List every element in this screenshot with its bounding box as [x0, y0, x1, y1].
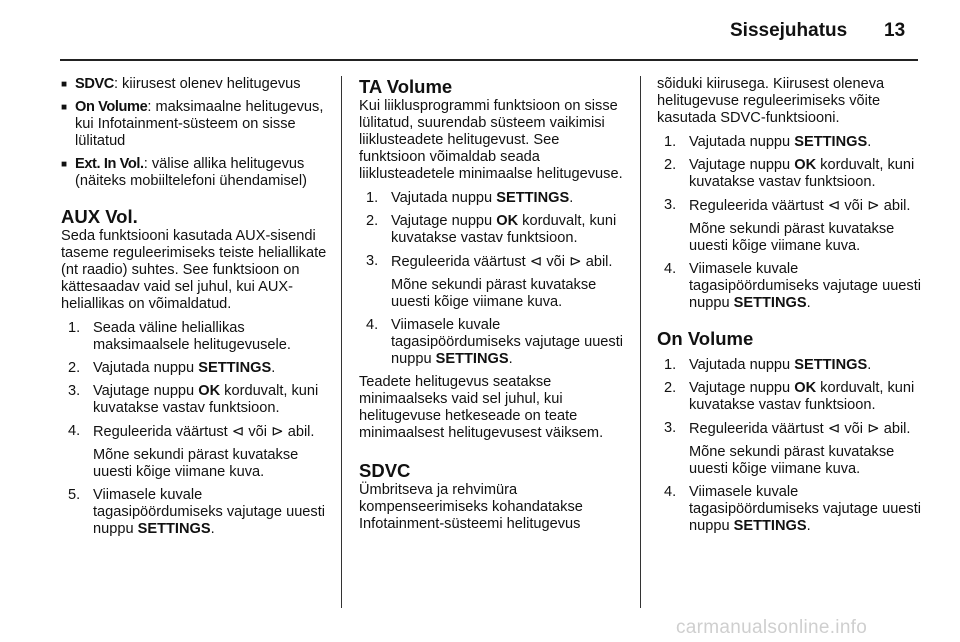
step-number: 2.	[366, 213, 379, 229]
square-bullet-icon: ■	[61, 79, 68, 90]
step-number: 3.	[68, 383, 81, 399]
list-item	[68, 320, 329, 354]
page-header	[0, 0, 960, 60]
step-text: .	[569, 190, 574, 206]
step-number: 4.	[366, 317, 379, 333]
button-name: SETTINGS	[137, 521, 211, 537]
step-number: 3.	[366, 253, 379, 269]
button-name: OK	[496, 213, 519, 229]
left-triangle-arrow-icon: ⊲	[827, 197, 841, 214]
step-text: .	[806, 295, 811, 311]
step-text: .	[508, 351, 513, 367]
paragraph: Seda funktsiooni kasutada AUX-sisendi taseme reguleerimiseks teiste heliallikate (nt raadio) suhtes. See funktsioon on kättesaadav vaid sel juhul, kui AUX-heliallikas on võimaldatud.	[61, 228, 327, 312]
button-name: SETTINGS	[794, 357, 868, 373]
section-heading: On Volume	[657, 328, 754, 349]
list-item	[366, 190, 627, 207]
step-number: 1.	[68, 320, 81, 336]
button-name: OK	[794, 157, 817, 173]
section-heading: AUX Vol.	[61, 206, 138, 227]
term: Ext. In Vol.	[75, 156, 144, 172]
step-note: Mõne sekundi pärast kuvatakse uuesti kõige viimane kuva.	[689, 444, 895, 477]
steps-list	[359, 190, 627, 368]
right-triangle-arrow-icon: ⊳	[867, 420, 880, 437]
step-text: .	[867, 134, 872, 150]
list-item	[664, 484, 925, 535]
step-text: Reguleerida väärtust	[689, 198, 828, 214]
step-text: .	[210, 521, 215, 537]
step-number: 2.	[664, 157, 677, 173]
list-item	[68, 360, 329, 377]
definition: : välise allika helitugevus (näiteks mobiiltelefoni ühendamisel)	[75, 156, 307, 189]
step-text: Viimasele kuvale tagasipöördumiseks vajutage uuesti nuppu	[93, 487, 326, 537]
step-text: Vajutage nuppu	[391, 213, 497, 229]
column-2	[359, 76, 627, 533]
step-text: Vajutada nuppu	[689, 134, 795, 150]
paragraph: Teadete helitugevus seatakse minimaalseks vaid sel juhul, kui helitugevuse hetkeseade on teate minimaalsest helitugevusest väiksem.	[359, 374, 604, 441]
column-divider	[341, 76, 342, 608]
button-name: OK	[794, 380, 817, 396]
step-text: Vajutada nuppu	[391, 190, 497, 206]
paragraph: Ümbritseva ja rehvimüra kompenseerimiseks kohandatakse Infotainment-süsteemi helitugevus	[359, 482, 583, 532]
button-name: SETTINGS	[733, 295, 807, 311]
step-text: korduvalt, kuni kuvatakse vastav funktsioon.	[93, 383, 319, 416]
page-number: 13	[884, 20, 906, 41]
step-text: Reguleerida väärtust	[689, 421, 828, 437]
step-text: või	[244, 424, 272, 440]
column-3	[657, 76, 925, 541]
definition: : kiirusest olenev helitugevus	[113, 76, 301, 92]
step-number: 4.	[664, 261, 677, 277]
left-triangle-arrow-icon: ⊲	[231, 423, 245, 440]
left-triangle-arrow-icon: ⊲	[827, 420, 841, 437]
step-text: või	[840, 198, 868, 214]
square-bullet-icon: ■	[61, 159, 68, 170]
definition: : maksimaalne helitugevus, kui Infotainment-süsteem on sisse lülitatud	[75, 99, 324, 149]
term: SDVC	[75, 76, 114, 92]
list-item	[664, 261, 925, 312]
term: On Volume	[75, 99, 148, 115]
step-text: .	[806, 518, 811, 534]
step-text: Reguleerida väärtust	[391, 254, 530, 270]
step-number: 2.	[68, 360, 81, 376]
column-1	[61, 76, 329, 544]
step-text: või	[840, 421, 868, 437]
list-item	[664, 420, 925, 478]
list-item	[61, 99, 329, 150]
step-number: 1.	[664, 357, 677, 373]
step-note: Mõne sekundi pärast kuvatakse uuesti kõige viimane kuva.	[391, 277, 597, 310]
list-item	[61, 76, 329, 93]
button-name: SETTINGS	[496, 190, 570, 206]
list-item	[664, 357, 925, 374]
step-number: 3.	[664, 420, 677, 436]
section-heading: SDVC	[359, 460, 411, 481]
list-item	[366, 213, 627, 247]
button-name: OK	[198, 383, 221, 399]
list-item	[664, 197, 925, 255]
step-number: 3.	[664, 197, 677, 213]
step-text: Reguleerida väärtust	[93, 424, 232, 440]
button-name: SETTINGS	[733, 518, 807, 534]
step-text: .	[271, 360, 276, 376]
button-name: SETTINGS	[794, 134, 868, 150]
right-triangle-arrow-icon: ⊳	[569, 253, 582, 270]
step-number: 2.	[664, 380, 677, 396]
step-number: 1.	[664, 134, 677, 150]
step-note: Mõne sekundi pärast kuvatakse uuesti kõige viimane kuva.	[689, 221, 895, 254]
step-number: 1.	[366, 190, 379, 206]
list-item	[68, 487, 329, 538]
paragraph: Kui liiklusprogrammi funktsioon on sisse lülitatud, suurendab süsteem vaikimisi liiklusteadete helitugevust. See funktsioon võimaldab seada liiklusteadetele minimaalse helitugevuse.	[359, 98, 623, 182]
right-triangle-arrow-icon: ⊳	[867, 197, 880, 214]
step-text: Vajutage nuppu	[93, 383, 199, 399]
step-number: 4.	[68, 423, 81, 439]
step-text: .	[867, 357, 872, 373]
right-triangle-arrow-icon: ⊳	[271, 423, 284, 440]
header-rule	[60, 59, 918, 61]
paragraph: sõiduki kiirusega. Kiirusest oleneva helitugevuse reguleerimiseks võite kasutada SDVC-funktsiooni.	[657, 76, 885, 126]
step-text: korduvalt, kuni kuvatakse vastav funktsioon.	[391, 213, 617, 246]
button-name: SETTINGS	[198, 360, 272, 376]
page-title: Sissejuhatus	[730, 20, 848, 41]
step-text: Viimasele kuvale tagasipöördumiseks vajutage uuesti nuppu	[689, 261, 922, 311]
list-item	[366, 317, 627, 368]
watermark: carmanualsonline.info	[676, 617, 868, 638]
list-item	[68, 383, 329, 417]
list-item	[68, 423, 329, 481]
step-text: korduvalt, kuni kuvatakse vastav funktsioon.	[689, 157, 915, 190]
step-text: Vajutada nuppu	[689, 357, 795, 373]
list-item	[664, 380, 925, 414]
steps-list	[657, 134, 925, 312]
step-text: Vajutage nuppu	[689, 157, 795, 173]
step-text: või	[542, 254, 570, 270]
step-text: Vajutada nuppu	[93, 360, 199, 376]
step-number: 5.	[68, 487, 81, 503]
list-item	[664, 157, 925, 191]
steps-list	[61, 320, 329, 538]
step-text: abil.	[581, 254, 613, 270]
step-text: abil.	[879, 421, 911, 437]
step-text: abil.	[879, 198, 911, 214]
square-bullet-icon: ■	[61, 102, 68, 113]
section-heading: TA Volume	[359, 76, 453, 97]
steps-list	[657, 357, 925, 535]
step-note: Mõne sekundi pärast kuvatakse uuesti kõige viimane kuva.	[93, 447, 299, 480]
list-item	[664, 134, 925, 151]
button-name: SETTINGS	[435, 351, 509, 367]
step-text: Viimasele kuvale tagasipöördumiseks vajutage uuesti nuppu	[391, 317, 624, 367]
step-text: korduvalt, kuni kuvatakse vastav funktsioon.	[689, 380, 915, 413]
step-number: 4.	[664, 484, 677, 500]
left-triangle-arrow-icon: ⊲	[529, 253, 543, 270]
step-text: Seada väline heliallikas maksimaalsele helitugevusele.	[93, 320, 291, 353]
step-text: abil.	[283, 424, 315, 440]
list-item	[366, 253, 627, 311]
list-item	[61, 156, 329, 190]
column-divider	[640, 76, 641, 608]
step-text: Viimasele kuvale tagasipöördumiseks vajutage uuesti nuppu	[689, 484, 922, 534]
step-text: Vajutage nuppu	[689, 380, 795, 396]
